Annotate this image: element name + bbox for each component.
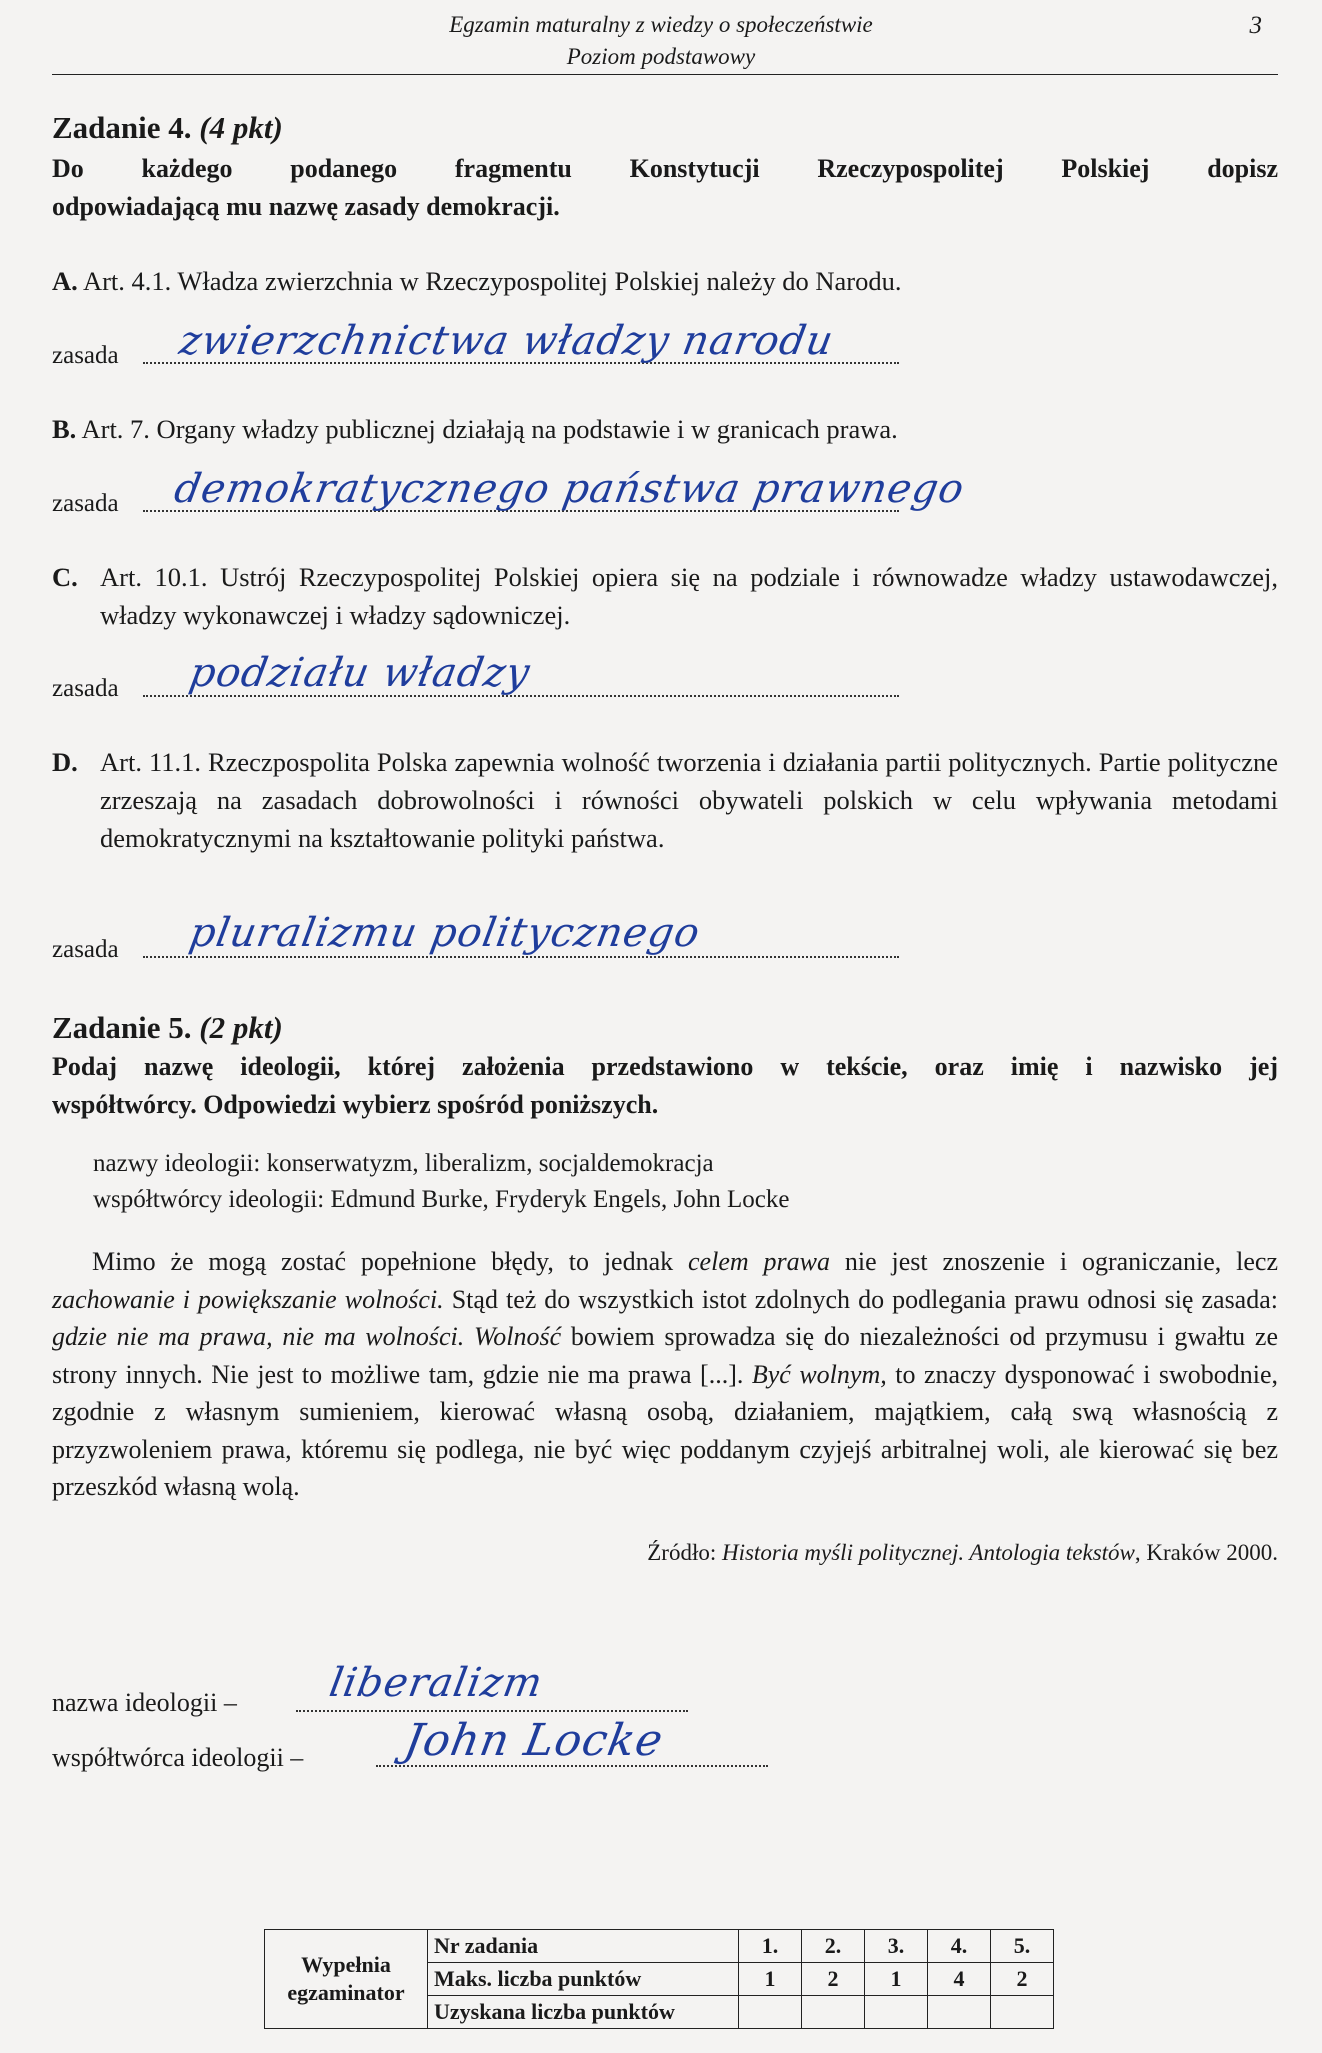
row-max-points-label: Maks. liczba punktów: [428, 1963, 739, 1996]
earned-points-cell[interactable]: [802, 1996, 865, 2029]
row-task-numbers-label: Nr zadania: [428, 1930, 739, 1963]
task4-item-b: B. Art. 7. Organy władzy publicznej działają na podstawie i w granicach prawa.: [52, 414, 898, 444]
quote-text: Mimo że mogą zostać popełnione błędy, to jednak celem prawa nie jest znoszenie i ograniczanie, lecz zachowanie i powiększanie wolności. Stąd też do wszystkich istot zdolnych do podlegania prawu odnosi się zasada: gdzie nie ma prawa, nie ma wolności. Wolność bowiem sprowadza się do niezależności od przymusu i gwałtu ze strony innych. Nie jest to możliwe tam, gdzie nie ma prawa [...]. Być wolnym, to znaczy dysponować i swobodnie, zgodnie z własnym sumieniem, kierować własną osobą, działaniem, majątkiem, całą swą własnością z przyzwoleniem prawa, któremu się podlega, nie być więc poddanym czyjejś arbitralnej woli, ale kierować się bez przeszkód własną wolą.: [52, 1247, 1279, 1501]
handwritten-answer-c: podziału władzy: [185, 650, 534, 696]
earned-points-cell[interactable]: [928, 1996, 991, 2029]
task4-item-c: C. Art. 10.1. Ustrój Rzeczypospolitej Polskiej opiera się na podziale i równowadze władzy ustawodawczej, władzy wykonawczej i władzy sądowniczej.: [52, 562, 1278, 630]
max-points-cell: 2: [991, 1963, 1054, 1996]
task-number-cell: 1.: [739, 1930, 802, 1963]
score-table: [264, 1929, 1054, 2029]
task-number-cell: 5.: [991, 1930, 1054, 1963]
zasada-label-c: zasada: [52, 675, 119, 702]
quote-source: Źródło: Historia myśli politycznej. Antologia tekstów, Kraków 2000.: [647, 1540, 1278, 1565]
page-number: 3: [1249, 12, 1262, 39]
ideology-answer-line[interactable]: [296, 1710, 688, 1712]
header-subtitle: Poziom podstawowy: [566, 44, 756, 69]
task5-instruction-line1: Podaj nazwę ideologii, której założenia przedstawiono w tekście, oraz imię i nazwisko jej: [52, 1052, 1278, 1081]
answer-line-d[interactable]: [143, 956, 899, 958]
handwritten-ideology: liberalizm: [325, 1660, 547, 1706]
handwritten-answer-d: pluralizmu politycznego: [185, 910, 704, 956]
handwritten-cofounder: John Locke: [400, 1715, 668, 1766]
zasada-label-b: zasada: [52, 490, 119, 517]
ideology-options: nazwy ideologii: konserwatyzm, liberalizm, socjaldemokracja: [93, 1150, 714, 1177]
examiner-label: Wypełnia egzaminator: [265, 1930, 428, 2029]
max-points-cell: 2: [802, 1963, 865, 1996]
earned-points-cell[interactable]: [865, 1996, 928, 2029]
header-title: Egzamin maturalny z wiedzy o społeczeństwie: [449, 12, 873, 37]
max-points-cell: 1: [865, 1963, 928, 1996]
task-number-cell: 3.: [865, 1930, 928, 1963]
task4-instruction-line1: Do każdego podanego fragmentu Konstytucji Rzeczypospolitej Polskiej dopisz: [52, 154, 1278, 183]
max-points-cell: 4: [928, 1963, 991, 1996]
row-earned-points-label: Uzyskana liczba punktów: [428, 1996, 739, 2029]
earned-points-cell[interactable]: [739, 1996, 802, 2029]
handwritten-answer-a: zwierzchnictwa władzy narodu: [175, 318, 838, 364]
task5-instruction-line2: współtwórcy. Odpowiedzi wybierz spośród poniższych.: [52, 1090, 659, 1119]
task5-title: Zadanie 5. (2 pkt): [52, 1010, 283, 1045]
cofounder-label: współtwórca ideologii –: [52, 1743, 304, 1772]
task4-instruction-line2: odpowiadającą mu nazwę zasady demokracji.: [52, 192, 560, 221]
task4-item-a: A. Art. 4.1. Władza zwierzchnia w Rzeczypospolitej Polskiej należy do Narodu.: [52, 266, 902, 296]
max-points-cell: 1: [739, 1963, 802, 1996]
task4-item-d: D. Art. 11.1. Rzeczpospolita Polska zapewnia wolność tworzenia i działania partii politycznych. Partie polityczne zrzeszają na zasadach dobrowolności i równości obywateli polskich w celu wpływania metodami demokratycznymi na kształtowanie polityki państwa.: [52, 747, 1278, 853]
task-number-cell: 4.: [928, 1930, 991, 1963]
task-number-cell: 2.: [802, 1930, 865, 1963]
handwritten-answer-b: demokratycznego państwa prawnego: [170, 466, 969, 512]
task4-title: Zadanie 4. (4 pkt): [52, 110, 283, 145]
earned-points-cell[interactable]: [991, 1996, 1054, 2029]
header-rule: [52, 74, 1278, 75]
cofounder-options: współtwórcy ideologii: Edmund Burke, Fryderyk Engels, John Locke: [93, 1186, 790, 1213]
zasada-label-a: zasada: [52, 342, 119, 369]
ideology-label: nazwa ideologii –: [52, 1688, 237, 1717]
zasada-label-d: zasada: [52, 936, 119, 963]
